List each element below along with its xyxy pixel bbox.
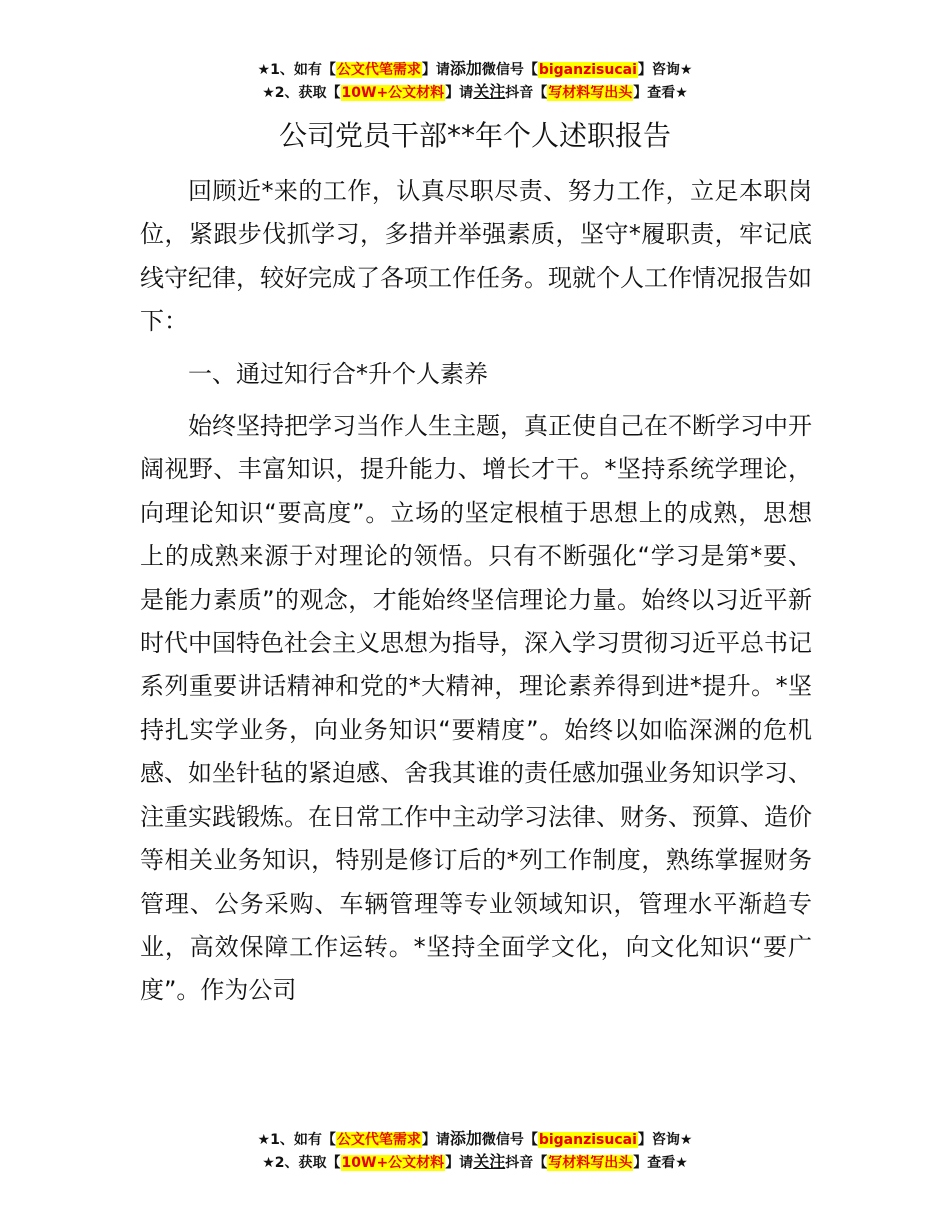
paragraph-intro: 回顾近*来的工作，认真尽职尽责、努力工作，立足本职岗位，紧跟步伐抓学习，多措并举强素质，坚守*履职责，牢记底线守纪律，较好完成了各项工作任务。现就个人工作情况报告如下： — [140, 177, 812, 336]
promo-douyin-id: 写材料写出头 — [548, 1155, 633, 1171]
promo-banner-bottom — [0, 1128, 950, 1174]
promo-highlight: 公文代笔需求 — [336, 62, 421, 78]
promo-highlight: 公文代笔需求 — [336, 1132, 421, 1148]
promo-line-1 — [0, 58, 950, 81]
promo-wechat-id: biganzisucai — [538, 1132, 637, 1148]
promo-text: ★2、获取【 — [262, 1155, 341, 1171]
promo-highlight: 10W+公文材料 — [341, 85, 445, 101]
promo-emphasis: 关注 — [473, 82, 506, 101]
promo-text: 】查看★ — [633, 85, 688, 101]
promo-emphasis: 添加 — [449, 1129, 482, 1148]
promo-text: 微信号【 — [481, 1132, 538, 1148]
promo-emphasis: 添加 — [449, 59, 482, 78]
promo-text: ★1、如有【 — [257, 1132, 336, 1148]
promo-douyin-id: 写材料写出头 — [548, 85, 633, 101]
promo-text: 】查看★ — [633, 1155, 688, 1171]
promo-text: 】咨询★ — [637, 1132, 693, 1148]
promo-text: 】请 — [421, 62, 450, 78]
promo-text: 】咨询★ — [637, 62, 693, 78]
promo-emphasis: 关注 — [473, 1152, 506, 1171]
promo-line-2 — [0, 81, 950, 104]
promo-banner-top — [0, 58, 950, 104]
promo-text: 】请 — [445, 1155, 474, 1171]
paragraph-section-1: 始终坚持把学习当作人生主题，真正使自己在不断学习中开阔视野、丰富知识，提升能力、增长才干。*坚持系统学理论，向理论知识“要高度”。立场的坚定根植于思想上的成熟，思想上的成熟来源于对理论的领悟。只有不断强化“学习是第*要、是能力素质”的观念，才能始终坚信理论力量。始终以习近平新时代中国特色社会主义思想为指导，深入学习贯彻习近平总书记系列重要讲话精神和党的*大精神，理论素养得到进*提升。*坚持扎实学业务，向业务知识“要精度”。始终以如临深渊的危机感、如坐针毡的紧迫感、舍我其谁的责任感加强业务知识学习、注重实践锻炼。在日常工作中主动学习法律、财务、预算、造价等相关业务知识，特别是修订后的*列工作制度，熟练掌握财务管理、公务采购、车辆管理等专业领域知识，管理水平渐趋专业，高效保障工作运转。*坚持全面学文化，向文化知识“要广度”。作为公司 — [140, 412, 812, 1005]
promo-text: 抖音【 — [505, 85, 548, 101]
document-title: 公司党员干部**年个人述职报告 — [278, 119, 671, 152]
promo-text: ★1、如有【 — [257, 62, 336, 78]
promo-text: 微信号【 — [481, 62, 538, 78]
section-heading: 一、通过知行合*升个人素养 — [188, 359, 488, 388]
promo-text: ★2、获取【 — [262, 85, 341, 101]
document-body — [140, 170, 812, 1022]
promo-highlight: 10W+公文材料 — [341, 1155, 445, 1171]
promo-text: 】请 — [445, 85, 474, 101]
promo-line-2 — [0, 1151, 950, 1174]
promo-wechat-id: biganzisucai — [538, 62, 637, 78]
promo-text: 抖音【 — [505, 1155, 548, 1171]
promo-text: 】请 — [421, 1132, 450, 1148]
promo-line-1 — [0, 1128, 950, 1151]
